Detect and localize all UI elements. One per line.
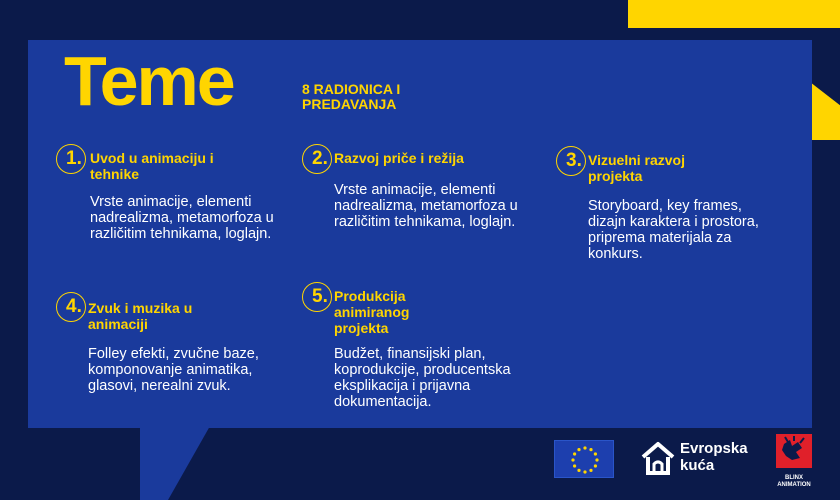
topic-number-1: 1. [56,144,86,174]
topic-number-2: 2. [302,144,332,174]
topic-heading-4: Zvuk i muzika u animaciji [88,300,193,332]
topic-number-3: 3. [556,146,586,176]
topic-heading-3: Vizuelni razvoj projekta [588,152,685,184]
blinx-animation-logo [776,434,812,488]
decorative-yellow-shape [810,82,840,140]
evropska-kuca-text-1: Evropska [680,440,748,457]
eu-flag-icon [554,440,614,478]
evropska-kuca-logo [640,440,760,480]
blinx-mark-icon [776,434,812,468]
topic-desc-2: Vrste animacije, elementi nadrealizma, metamorfoza u različitim tehnikama, loglajn. [334,182,518,230]
topic-heading-2: Razvoj priče i režija [334,150,464,166]
topic-heading-5: Produkcija animiranog projekta [334,288,410,336]
topic-desc-5: Budžet, finansijski plan, koprodukcije, producentska eksplikacija i prijavna dokumentacija. [334,346,511,410]
decorative-yellow-bar [628,0,840,28]
topic-number-4: 4. [56,292,86,322]
page-subtitle: 8 RADIONICA I PREDAVANJA [302,81,401,112]
topic-heading-1: Uvod u animaciju i tehnike [90,150,214,182]
house-icon [640,440,676,476]
panel-tab-shape [140,426,210,500]
topic-desc-3: Storyboard, key frames, dizajn karaktera i prostora, priprema materijala za konkurs. [588,198,759,262]
page-title: Teme [64,42,234,120]
blinx-text-1: BLINX [785,475,803,481]
topic-desc-4: Folley efekti, zvučne baze, komponovanje animatika, glasovi, nerealni zvuk. [88,346,259,394]
topic-desc-1: Vrste animacije, elementi nadrealizma, metamorfoza u različitim tehnikama, loglajn. [90,194,274,242]
evropska-kuca-text-2: kuća [680,457,715,474]
blinx-text-2: ANIMATION [777,482,811,488]
topic-number-5: 5. [302,282,332,312]
